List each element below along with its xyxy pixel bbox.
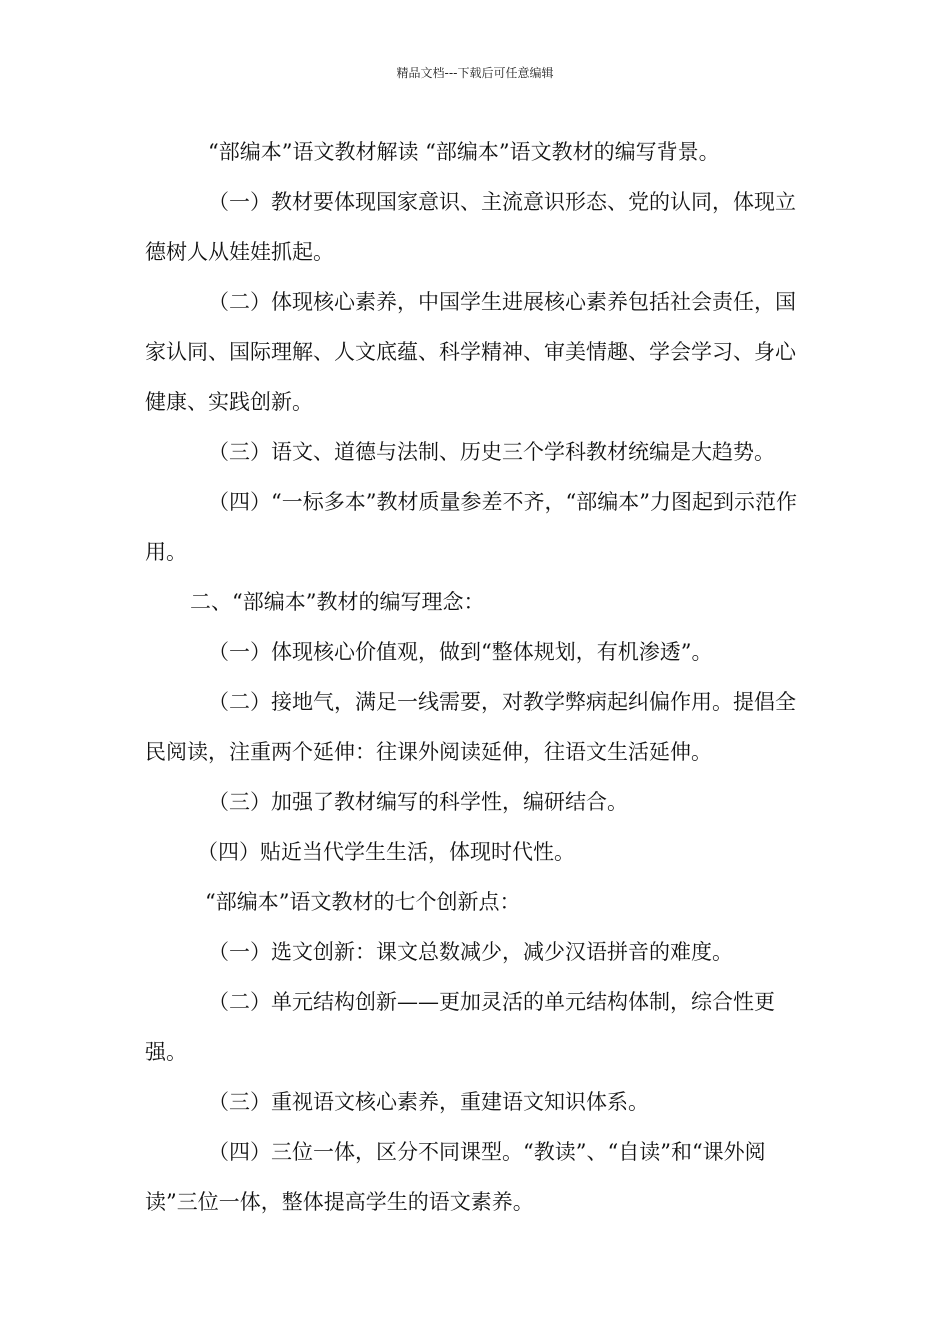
document-body [145, 127, 813, 1227]
paragraph-innovation-4: （四）三位一体，区分不同课型。“教读”、“自读”和“课外阅读”三位一体，整体提高学生的语文素养。 [145, 1140, 766, 1214]
paragraph-concept-1: （一）体现核心价值观，做到“整体规划，有机渗透”。 [208, 640, 713, 664]
paragraph-background-3: （三）语文、道德与法制、历史三个学科教材统编是大趋势。 [208, 440, 775, 464]
section-heading-innovation: “部编本”语文教材的七个创新点： [205, 890, 521, 914]
paragraph-concept-2: （二）接地气，满足一线需要，对教学弊病起纠偏作用。提倡全民阅读，注重两个延伸：往课外阅读延伸，往语文生活延伸。 [145, 690, 796, 764]
paragraph-title: “部编本”语文教材解读 “部编本”语文教材的编写背景。 [208, 140, 720, 164]
paragraph-concept-3: （三）加强了教材编写的科学性，编研结合。 [208, 790, 628, 814]
paragraph-background-4: （四）“一标多本”教材质量参差不齐，“部编本”力图起到示范作用。 [145, 490, 797, 564]
section-heading-concept: 二、“部编本”教材的编写理念： [190, 590, 485, 614]
paragraph-innovation-1: （一）选文创新：课文总数减少，减少汉语拼音的难度。 [208, 940, 733, 964]
paragraph-innovation-2: （二）单元结构创新——更加灵活的单元结构体制，综合性更强。 [145, 990, 775, 1064]
paragraph-background-2: （二）体现核心素养，中国学生进展核心素养包括社会责任，国家认同、国际理解、人文底蕴、科学精神、审美情趣、学会学习、身心健康、实践创新。 [145, 290, 796, 414]
paragraph-concept-4: （四）贴近当代学生生活，体现时代性。 [197, 840, 575, 864]
page-header: 精品文档---下载后可任意编辑 [396, 66, 554, 80]
paragraph-background-1: （一）教材要体现国家意识、主流意识形态、党的认同，体现立德树人从娃娃抓起。 [145, 190, 796, 264]
paragraph-innovation-3: （三）重视语文核心素养，重建语文知识体系。 [208, 1090, 649, 1114]
